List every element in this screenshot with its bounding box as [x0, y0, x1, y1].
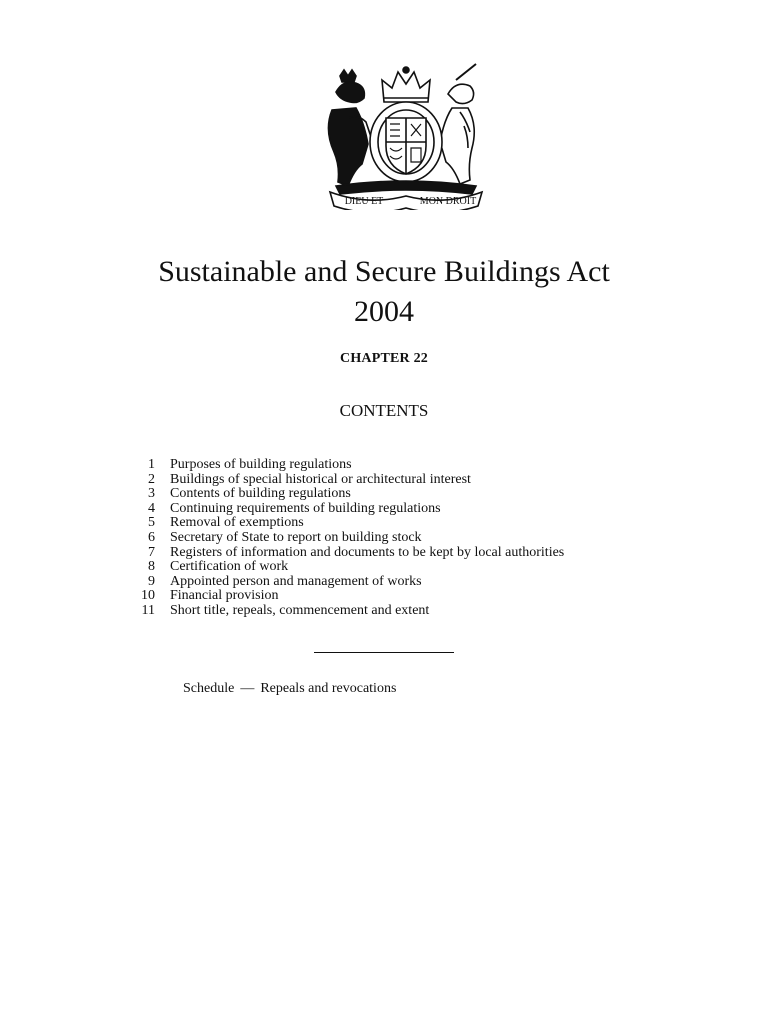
contents-item[interactable]: [134, 502, 654, 517]
schedule-label: Schedule: [183, 681, 235, 696]
section-title: Secretary of State to report on building stock: [170, 529, 422, 545]
section-number: 2: [148, 471, 155, 487]
contents-item[interactable]: [134, 458, 654, 473]
section-number: 10: [141, 588, 155, 604]
section-divider: [314, 652, 454, 653]
contents-item[interactable]: [134, 589, 654, 604]
act-title: [84, 252, 684, 332]
section-number: 6: [148, 529, 155, 545]
section-title: Registers of information and documents to be kept by local authorities: [170, 544, 565, 560]
contents-item[interactable]: [134, 604, 654, 619]
act-title-line1: Sustainable and Secure Buildings Act: [158, 255, 610, 288]
section-number: 11: [141, 602, 155, 618]
contents-item[interactable]: [134, 546, 654, 561]
section-title: Short title, repeals, commencement and extent: [170, 602, 430, 618]
section-number: 7: [148, 544, 155, 560]
chapter-number: CHAPTER 22: [340, 351, 428, 366]
section-number: 4: [148, 500, 155, 516]
contents-item[interactable]: [134, 575, 654, 590]
contents-heading: CONTENTS: [339, 401, 429, 420]
act-title-line2: 2004: [354, 295, 414, 328]
section-title: Purposes of building regulations: [170, 457, 352, 472]
section-title: Contents of building regulations: [170, 486, 351, 502]
section-title: Certification of work: [170, 559, 289, 575]
section-number: 8: [148, 559, 155, 575]
contents-list: [134, 458, 654, 619]
royal-coat-of-arms-icon: [318, 62, 494, 210]
section-number: 3: [148, 486, 155, 502]
contents-item[interactable]: [134, 516, 654, 531]
schedule-entry[interactable]: [183, 681, 396, 697]
contents-item[interactable]: [134, 531, 654, 546]
section-title: Continuing requirements of building regulations: [170, 500, 441, 516]
crest-motto-left: DIEU ET: [344, 196, 384, 207]
schedule-title: Repeals and revocations: [260, 681, 397, 696]
section-number: 9: [148, 573, 155, 589]
section-number: 1: [148, 457, 155, 472]
schedule-dash: —: [240, 681, 255, 696]
contents-item[interactable]: [134, 473, 654, 488]
section-title: Buildings of special historical or architectural interest: [170, 471, 471, 487]
section-title: Appointed person and management of works: [170, 573, 422, 589]
crest-motto-right: MON DROIT: [419, 196, 477, 207]
section-number: 5: [148, 515, 155, 531]
contents-item[interactable]: [134, 560, 654, 575]
section-title: Removal of exemptions: [170, 515, 304, 531]
contents-item[interactable]: [134, 487, 654, 502]
section-title: Financial provision: [170, 588, 279, 604]
